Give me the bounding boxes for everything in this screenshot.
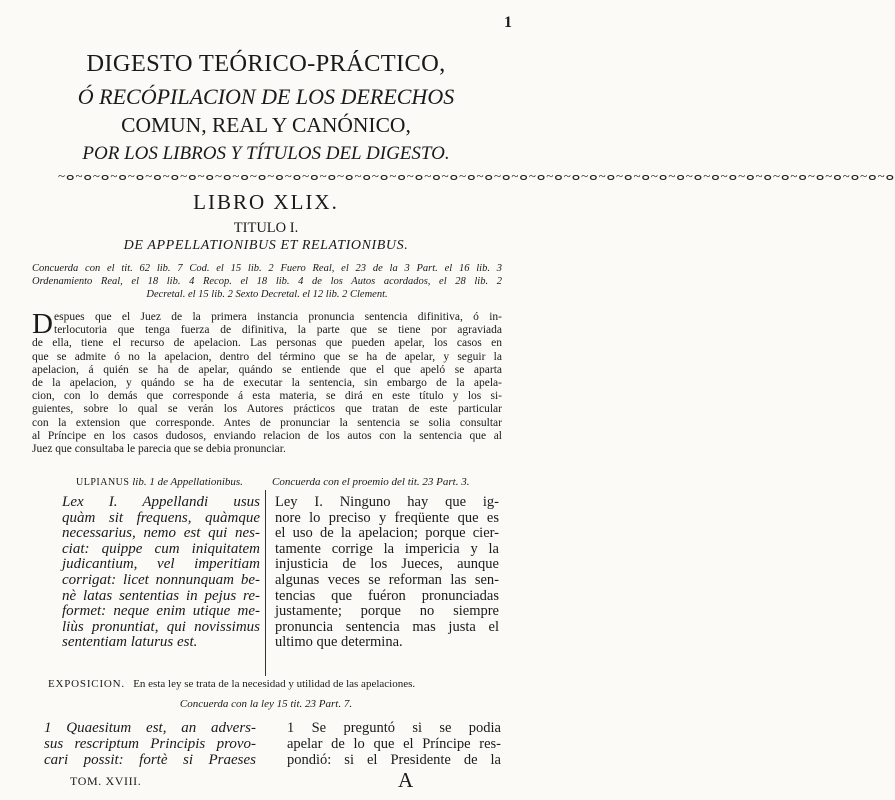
volume-mark: TOM. XVIII.: [70, 774, 142, 788]
spanish-line: algunas veces se reforman las sen-: [275, 571, 499, 588]
exposition-text: En esta ley se trata de la necesidad y utilidad de las apelaciones.: [133, 678, 416, 690]
spanish-line: ultimo que determina.: [275, 634, 403, 651]
source-citation: lib. 1 de Appellationibus.: [129, 476, 243, 488]
intro-line: al Príncipe en los casos dudosos, enviando relacion de los autos con la sentencia que al: [32, 429, 502, 442]
latin-line: quàm sit frequens, quàmque: [62, 509, 260, 526]
latin-line: necessarius, nemo est qui nes-: [62, 525, 260, 542]
book-title-line-3: COMUN, REAL Y CANÓNICO,: [121, 113, 411, 137]
latin-line: 1 Quaesitum est, an advers-: [44, 720, 256, 736]
latin-line: sententiam laturus est.: [62, 634, 198, 651]
latin-line: cari possit: fortè si Praeses: [44, 752, 256, 768]
spanish-line: el uso de la apelacion; porque cier-: [275, 525, 499, 542]
intro-line: apelacion, á quién se ha de apelar, quándo se entiende que el que apeló se aparta: [32, 363, 502, 376]
introduction-paragraph: [32, 308, 502, 456]
spanish-line: nore lo preciso y freqüente que es: [275, 509, 499, 526]
spanish-line: pronuncia sentencia mas justa el: [275, 618, 499, 635]
title-rubric: DE APPELLATIONIBUS ET RELATIONIBUS.: [123, 238, 409, 253]
latin-line: Lex I. Appellandi usus: [62, 494, 260, 510]
book-number-heading: LIBRO XLIX.: [193, 190, 339, 214]
latin-line: judicantium, vel imperitiam: [62, 556, 260, 573]
spanish-line: tencias que fuéron pronunciadas: [275, 587, 499, 604]
page-number: 1: [504, 14, 512, 31]
author-name: ULPIANUS: [76, 477, 130, 488]
latin-line: corrigat: licet nonnunquam be-: [62, 571, 260, 588]
intro-line: de ella, tiene el recurso de apelacion. Las personas que pueden apelar, los casos en: [32, 337, 502, 350]
spanish-line: tamente corrige la impericia y la: [275, 540, 499, 557]
drop-cap: D: [32, 308, 53, 340]
spanish-law-1: [287, 720, 501, 768]
intro-line: espues que el Juez de la primera instancia pronuncia sentencia difinitiva, ó in-: [54, 311, 502, 323]
exposition-label: EXPOSICION.: [48, 678, 125, 690]
latin-line: nè latas sententias in pejus re-: [62, 587, 260, 604]
latin-law-1: [44, 720, 256, 768]
spanish-line: Ley I. Ninguno hay que ig-: [275, 494, 499, 510]
column-divider: [265, 490, 266, 676]
intro-line: guientes, sobre lo qual se verán los Autores prácticos que tratan de este particular: [32, 403, 502, 416]
intro-line: de la apelacion, y quándo se ha de executar la sentencia, sin embargo de la apela-: [32, 377, 502, 390]
signature-mark: A: [398, 768, 414, 792]
latin-line: ciat: quippe cum iniquitatem: [62, 540, 260, 557]
title-number-heading: TITULO I.: [233, 220, 299, 236]
left-column-heading: [76, 476, 243, 488]
spanish-line: justamente; porque no siempre: [275, 603, 499, 620]
intro-line: terlocutoria que tenga fuerza de difinitiva, la parte que se tiene por agraviada: [54, 324, 502, 337]
intro-line: Juez que consultaba le parecia que se debia pronunciar.: [32, 443, 286, 456]
spanish-line: 1 Se preguntó si se podia: [287, 720, 501, 736]
concordance-note: [32, 262, 502, 301]
latin-line: formet: neque enim utique me-: [62, 603, 260, 620]
decorative-ornament-band: ~ⴰ~ⴰ~ⴰ~ⴰ~ⴰ~ⴰ~ⴰ~ⴰ~ⴰ~ⴰ~ⴰ~ⴰ~ⴰ~ⴰ~ⴰ~ⴰ~ⴰ~ⴰ~ⴰ~ⴰ~ⴰ~ⴰ~ⴰ~ⴰ~ⴰ~ⴰ~ⴰ~ⴰ~ⴰ~ⴰ~ⴰ~ⴰ~ⴰ~ⴰ~ⴰ~ⴰ~ⴰ~ⴰ~ⴰ~ⴰ~ⴰ~ⴰ~ⴰ~ⴰ~ⴰ~ⴰ~ⴰ~ⴰ: [58, 168, 895, 183]
right-column-heading: Concuerda con el proemio del tit. 23 Part. 3.: [272, 476, 470, 488]
spanish-line: injusticia de los Jueces, aunque: [275, 556, 499, 573]
concordance-note-2: Concuerda con la ley 15 tit. 23 Part. 7.: [179, 698, 353, 710]
concordance-line: Decretal. el 15 lib. 2 Sexto Decretal. el 12 lib. 2 Clement.: [146, 289, 388, 300]
latin-line: liùs pronuntiat, qui novissimus: [62, 618, 260, 635]
latin-line: sus rescriptum Principis provo-: [44, 736, 256, 752]
concordance-line: Concuerda con el tit. 62 lib. 7 Cod. el 15 lib. 2 Fuero Real, el 23 de la 3 Part. el 16 lib. 3: [32, 263, 502, 274]
book-title-line-2: Ó RECÓPILACION DE LOS DERECHOS: [77, 84, 455, 109]
latin-text-column: [62, 495, 260, 651]
intro-line: cion, con lo demás que corresponde á esta materia, se dirá en este título y los si-: [32, 390, 502, 403]
exposition-note: [48, 678, 415, 690]
concordance-line: Ordenamiento Real, el 18 lib. 4 Recop. el 18 lib. 4 de los Autos acordados, el 28 lib. 2: [32, 276, 502, 287]
book-title-line-1: DIGESTO TEÓRICO-PRÁCTICO,: [86, 50, 446, 77]
intro-line: con la extension que corresponde. Antes de pronunciar la sentencia se solia consultar: [32, 416, 502, 429]
book-title-line-4: POR LOS LIBROS Y TÍTULOS DEL DIGESTO.: [82, 143, 450, 164]
spanish-text-column: [275, 495, 499, 651]
intro-line: que se admite ó no la apelacion, dentro del término que se ha de apelar, y seguir la: [32, 350, 502, 363]
spanish-line: pondió: si el Presidente de la: [287, 752, 501, 768]
spanish-line: apelar de lo que el Príncipe res-: [287, 736, 501, 752]
